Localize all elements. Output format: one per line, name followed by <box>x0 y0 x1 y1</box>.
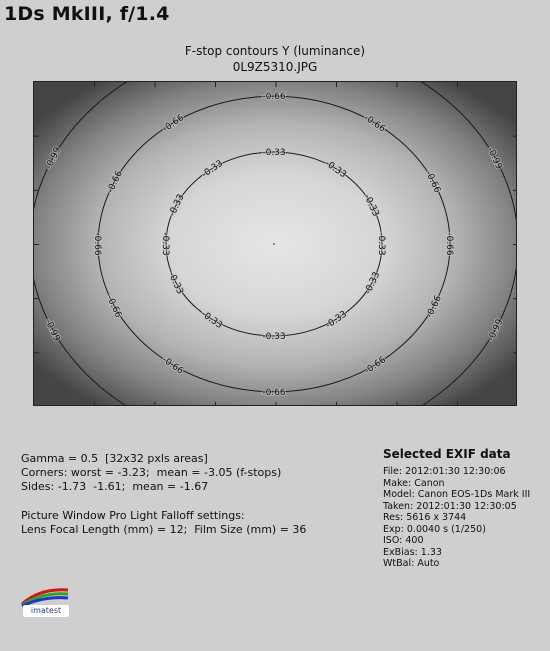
chart-title: F-stop contours Y (luminance) <box>184 44 366 58</box>
contour-label: -0.99 <box>42 317 62 344</box>
contour-label: -0.66 <box>361 113 387 135</box>
contour-label: -0.99 <box>484 145 504 172</box>
contour-label: -0.66 <box>444 232 454 256</box>
exif-title: Selected EXIF data <box>383 447 511 461</box>
contour-label: -0.33 <box>324 309 349 331</box>
contour-label: -0.66 <box>423 169 443 195</box>
exif-row: ExBias: 1.33 <box>383 546 442 558</box>
contour-label: -0.66 <box>92 232 102 256</box>
exif-row: Make: Canon <box>383 477 445 489</box>
contour-label: -0.33 <box>361 192 381 219</box>
logo-text: imatest <box>23 605 69 617</box>
contour-label: -0.66 <box>262 92 286 103</box>
contour-label: -0.66 <box>160 355 185 377</box>
contour-label: -0.99 <box>486 317 506 344</box>
contour-label: -0.66 <box>161 113 187 135</box>
page-title: 1Ds MkIII, f/1.4 <box>4 3 170 25</box>
settings-text: Lens Focal Length (mm) = 12; Film Size (mm) = 36 <box>21 523 307 536</box>
contour-label: -0.33 <box>322 158 348 181</box>
contour-label: -0.33 <box>262 332 286 342</box>
sides-text: Sides: -1.73 -1.61; mean = -1.67 <box>21 480 209 493</box>
contour-label: -0.33 <box>167 192 187 219</box>
settings-title: Picture Window Pro Light Falloff settings: <box>21 509 245 522</box>
contour-label: -0.99 <box>44 145 64 172</box>
contour-label: -0.66 <box>363 355 388 377</box>
exif-list <box>383 466 530 570</box>
exif-row: ISO: 400 <box>383 535 424 546</box>
gamma-text: Gamma = 0.5 [32x32 pxls areas] <box>21 452 208 465</box>
contour-label: -0.66 <box>105 169 125 195</box>
exif-row: Exp: 0.0040 s (1/250) <box>383 523 486 535</box>
contour-label: -0.33 <box>376 232 386 256</box>
exif-row: WtBal: Auto <box>383 558 440 569</box>
contour-label: -0.33 <box>363 270 383 296</box>
exif-row: Res: 5616 x 3744 <box>383 512 467 523</box>
exif-row: File: 2012:01:30 12:30:06 <box>383 466 506 477</box>
contour-label: -0.66 <box>424 294 444 320</box>
contour-plot <box>33 81 517 406</box>
contour-label: -0.33 <box>262 148 286 158</box>
contour-label: -0.66 <box>104 294 124 320</box>
corners-text: Corners: worst = -3.23; mean = -3.05 (f-stops) <box>21 466 282 479</box>
imatest-logo <box>20 584 70 618</box>
contour-label: -0.33 <box>200 158 226 181</box>
contour-label: -0.33 <box>165 270 185 296</box>
contour-label: -0.33 <box>160 232 170 256</box>
chart-subtitle: 0L9Z5310.JPG <box>232 60 318 74</box>
contour-label: -0.33 <box>199 309 224 331</box>
exif-row: Taken: 2012:01:30 12:30:05 <box>383 500 517 512</box>
contour-label: -0.66 <box>262 387 286 398</box>
center-marker <box>273 243 275 245</box>
exif-row: Model: Canon EOS-1Ds Mark III <box>383 489 531 500</box>
